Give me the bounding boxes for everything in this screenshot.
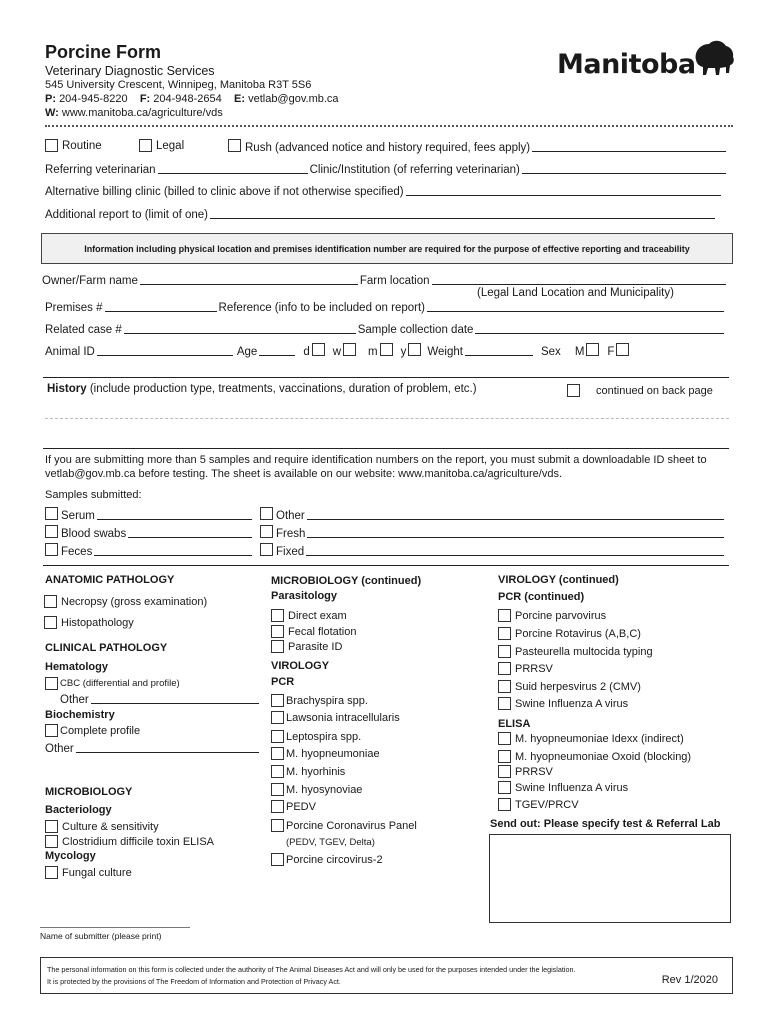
clinic-field[interactable]: [522, 161, 726, 174]
serum-field[interactable]: [97, 507, 252, 520]
pcr-item[interactable]: [271, 819, 417, 832]
owner-label: Owner/Farm name: [42, 275, 138, 287]
weight-label: Weight: [427, 346, 463, 358]
fresh-label: Fresh: [276, 528, 306, 540]
cbc-checkbox[interactable]: [45, 677, 58, 690]
contact-line: [45, 93, 339, 105]
email: vetlab@gov.mb.ca: [248, 93, 339, 105]
necropsy-label: Necropsy (gross examination): [61, 595, 208, 608]
para-item[interactable]: [271, 625, 356, 638]
clostridium-option[interactable]: [45, 835, 214, 848]
animal-id-field[interactable]: [97, 343, 233, 356]
circo-option[interactable]: [271, 853, 383, 866]
direct-exam-checkbox[interactable]: [271, 609, 284, 622]
sendout-input-box[interactable]: [489, 834, 731, 923]
fecal-flotation-checkbox[interactable]: [271, 625, 284, 638]
fixed-field[interactable]: [306, 543, 724, 556]
animal-row: [45, 343, 629, 358]
circo-checkbox[interactable]: [271, 853, 284, 866]
referring-vet-field[interactable]: [158, 161, 308, 174]
direct-exam-label: Direct exam: [288, 609, 347, 622]
pcr-checkbox[interactable]: [271, 747, 284, 760]
cbc-option[interactable]: [45, 677, 180, 690]
pcr-checkbox[interactable]: [271, 730, 284, 743]
pcr3-item[interactable]: [498, 662, 553, 675]
sample-feces[interactable]: [45, 543, 254, 558]
pcr3-checkbox[interactable]: [498, 697, 511, 710]
tests-top-rule: [43, 565, 729, 566]
other-field[interactable]: [307, 507, 724, 520]
web-line: [45, 107, 223, 119]
hematology-other-label: Other: [60, 694, 89, 706]
sample-fixed[interactable]: [260, 543, 726, 558]
elisa-checkbox[interactable]: [498, 798, 511, 811]
elisa-label: M. hyopneumoniae Idexx (indirect): [515, 732, 684, 745]
pcr-checkbox[interactable]: [271, 819, 284, 832]
org-name: Veterinary Diagnostic Services: [45, 64, 215, 78]
sample-serum[interactable]: [45, 507, 254, 522]
pcr-label: Leptospira spp.: [286, 730, 362, 743]
premises-field[interactable]: [105, 299, 217, 312]
alt-billing-row: [45, 183, 723, 198]
parasite-id-label: Parasite ID: [288, 640, 343, 653]
legal-label: Legal: [156, 139, 185, 152]
privacy-box: [40, 957, 733, 994]
continued-checkbox[interactable]: [567, 384, 580, 397]
serum-label: Serum: [61, 510, 95, 522]
fixed-checkbox[interactable]: [260, 543, 273, 556]
elisa-heading: ELISA: [498, 718, 531, 730]
histo-checkbox[interactable]: [44, 616, 57, 629]
pcr3-checkbox[interactable]: [498, 609, 511, 622]
y-label: y: [400, 346, 407, 358]
sample-fresh[interactable]: [260, 525, 726, 540]
pcr3-label: Suid herpesvirus 2 (CMV): [515, 680, 641, 693]
hematology-other-field[interactable]: [91, 691, 259, 704]
alt-billing-label: Alternative billing clinic (billed to clinic above if not otherwise specified): [45, 186, 404, 198]
biochem-heading: Biochemistry: [45, 709, 115, 721]
pcr-item[interactable]: [271, 765, 345, 778]
other-label: Other: [276, 510, 305, 522]
fecal-flotation-label: Fecal flotation: [288, 625, 357, 638]
pcr-checkbox[interactable]: [271, 694, 284, 707]
clostridium-label: Clostridium difficile toxin ELISA: [62, 835, 215, 848]
history-hint: (include production type, treatments, vaccinations, duration of problem, etc.): [89, 383, 477, 395]
sample-blood-swabs[interactable]: [45, 525, 254, 540]
rush-label: Rush (advanced notice and history required, fees apply): [245, 142, 531, 154]
other-checkbox[interactable]: [260, 507, 273, 520]
elisa-item[interactable]: [498, 781, 628, 794]
pcr3-checkbox[interactable]: [498, 645, 511, 658]
continued-label: continued on back page: [596, 384, 713, 397]
fresh-field[interactable]: [307, 525, 724, 538]
pcr-panel-note: (PEDV, TGEV, Delta): [286, 837, 375, 848]
additional-report-row: [45, 206, 717, 221]
pcr-cont-heading: PCR (continued): [498, 591, 585, 603]
traceability-notice: [41, 233, 733, 264]
anatomic-heading: ANATOMIC PATHOLOGY: [45, 574, 175, 586]
elisa-label: TGEV/PRCV: [515, 798, 579, 811]
pcr-heading: PCR: [271, 676, 295, 688]
reference-field[interactable]: [427, 299, 724, 312]
rush-checkbox[interactable]: [228, 139, 241, 152]
related-case-field[interactable]: [124, 321, 356, 334]
phone: 204-945-8220: [59, 93, 128, 105]
necropsy-checkbox[interactable]: [44, 595, 57, 608]
feces-label: Feces: [61, 546, 93, 558]
pcr3-label: Porcine parvovirus: [515, 609, 607, 622]
w-checkbox[interactable]: [343, 343, 356, 356]
additional-report-label: Additional report to (limit of one): [45, 209, 208, 221]
pcr-item[interactable]: [271, 800, 316, 813]
complete-profile-label: Complete profile: [60, 724, 141, 737]
pcr-label: M. hyorhinis: [286, 765, 346, 778]
parasitology-heading: Parasitology: [271, 590, 338, 602]
pcr-label: Lawsonia intracellularis: [286, 711, 400, 724]
owner-row: [42, 272, 728, 287]
history-bottom-rule: [43, 448, 729, 449]
male-label: M: [574, 346, 585, 358]
pcr3-item[interactable]: [498, 697, 628, 710]
pcr-checkbox[interactable]: [271, 711, 284, 724]
virology-heading: VIROLOGY: [271, 660, 330, 672]
pcr-label: Brachyspira spp.: [286, 694, 368, 707]
page-title: Porcine Form: [45, 42, 162, 62]
legal-checkbox[interactable]: [139, 139, 152, 152]
blood-swabs-field[interactable]: [128, 525, 252, 538]
fungal-label: Fungal culture: [62, 866, 132, 879]
male-checkbox[interactable]: [586, 343, 599, 356]
fungal-checkbox[interactable]: [45, 866, 58, 879]
feces-checkbox[interactable]: [45, 543, 58, 556]
logo-text: Manitoba: [557, 49, 696, 80]
sex-label: Sex: [540, 346, 561, 358]
related-case-label: Related case #: [45, 324, 122, 336]
micro-heading: MICROBIOLOGY: [45, 786, 133, 798]
mycology-heading: Mycology: [45, 850, 96, 862]
feces-field[interactable]: [94, 543, 252, 556]
routine-label: Routine: [62, 139, 102, 152]
additional-report-field[interactable]: [210, 206, 715, 219]
premises-label: Premises #: [45, 302, 103, 314]
pcr3-label: Porcine Rotavirus (A,B,C): [515, 627, 641, 640]
continued-option[interactable]: [567, 384, 713, 397]
serum-checkbox[interactable]: [45, 507, 58, 520]
complete-profile-checkbox[interactable]: [45, 724, 58, 737]
alt-billing-field[interactable]: [406, 183, 721, 196]
hematology-heading: Hematology: [45, 661, 108, 673]
para-item[interactable]: [271, 609, 347, 622]
legal-land-hint: (Legal Land Location and Municipality): [477, 287, 674, 299]
elisa-item[interactable]: [498, 750, 691, 763]
referring-row: [45, 161, 728, 176]
pcr-item[interactable]: [271, 730, 361, 743]
pcr-checkbox[interactable]: [271, 765, 284, 778]
pcr-item[interactable]: [271, 747, 380, 760]
hematology-other[interactable]: [60, 691, 261, 706]
elisa-checkbox[interactable]: [498, 732, 511, 745]
female-checkbox[interactable]: [616, 343, 629, 356]
pcr3-item[interactable]: [498, 680, 641, 693]
pcr-label: M. hyopneumoniae: [286, 747, 380, 760]
histo-option[interactable]: [44, 616, 134, 629]
revision: Rev 1/2020: [661, 974, 718, 986]
history-input-line[interactable]: [45, 418, 729, 419]
cbc-label: CBC (differential and profile): [60, 678, 180, 689]
d-label: d: [303, 346, 310, 358]
circo-label: Porcine circovirus-2: [286, 853, 383, 866]
samples-note-1: If you are submitting more than 5 samples and require identification numbers on the report, you must submit a downloadable ID sheet to: [45, 454, 707, 466]
parasite-id-checkbox[interactable]: [271, 640, 284, 653]
elisa-item[interactable]: [498, 798, 579, 811]
elisa-checkbox[interactable]: [498, 765, 511, 778]
elisa-checkbox[interactable]: [498, 781, 511, 794]
d-checkbox[interactable]: [312, 343, 325, 356]
privacy-line-2: It is protected by the provisions of The Freedom of Information and Protection of Privacy Act.: [47, 977, 341, 986]
org-address: 545 University Crescent, Winnipeg, Manitoba R3T 5S6: [45, 79, 312, 91]
pcr3-label: Swine Influenza A virus: [515, 697, 629, 710]
elisa-item[interactable]: [498, 765, 553, 778]
phone-label: P:: [45, 93, 56, 105]
clostridium-checkbox[interactable]: [45, 835, 58, 848]
blood-swabs-checkbox[interactable]: [45, 525, 58, 538]
pcr3-checkbox[interactable]: [498, 680, 511, 693]
m-checkbox[interactable]: [380, 343, 393, 356]
premises-row: [45, 299, 726, 314]
collection-date-label: Sample collection date: [357, 324, 474, 336]
owner-field[interactable]: [140, 272, 358, 285]
sample-other[interactable]: [260, 507, 726, 522]
header-divider: [45, 125, 733, 127]
notice-text: Information including physical location and premises identification number are required for the purpose of effective reporting and traceability: [84, 243, 690, 254]
weight-field[interactable]: [465, 343, 533, 356]
pcr-label: M. hyosynoviae: [286, 783, 363, 796]
pcr-label: Porcine Coronavirus Panel: [286, 819, 417, 832]
rush-line[interactable]: [532, 139, 726, 152]
manitoba-logo: [557, 38, 735, 84]
fixed-label: Fixed: [276, 546, 305, 558]
samples-label: Samples submitted:: [45, 489, 142, 501]
web: www.manitoba.ca/agriculture/vds: [61, 107, 223, 119]
collection-date-field[interactable]: [475, 321, 724, 334]
submitter-line[interactable]: [40, 927, 190, 928]
elisa-label: Swine Influenza A virus: [515, 781, 629, 794]
biochem-other[interactable]: [45, 740, 261, 755]
complete-profile-option[interactable]: [45, 724, 140, 737]
age-label: Age: [236, 346, 258, 358]
history-heading: [47, 383, 477, 395]
bacteriology-heading: Bacteriology: [45, 804, 112, 816]
age-field[interactable]: [259, 343, 295, 356]
culture-label: Culture & sensitivity: [62, 820, 159, 833]
pcr3-item[interactable]: [498, 627, 641, 640]
fresh-checkbox[interactable]: [260, 525, 273, 538]
pcr3-item[interactable]: [498, 609, 606, 622]
culture-checkbox[interactable]: [45, 820, 58, 833]
w-label: w: [332, 346, 342, 358]
pcr-item[interactable]: [271, 783, 362, 796]
y-checkbox[interactable]: [408, 343, 421, 356]
elisa-label: PRRSV: [515, 765, 553, 778]
routine-checkbox[interactable]: [45, 139, 58, 152]
farm-location-field[interactable]: [432, 272, 726, 285]
elisa-item[interactable]: [498, 732, 684, 745]
culture-option[interactable]: [45, 820, 159, 833]
sendout-heading: Send out: Please specify test & Referral Lab: [490, 818, 721, 830]
pcr3-label: PRRSV: [515, 662, 553, 675]
referring-vet-label: Referring veterinarian: [45, 164, 156, 176]
biochem-other-label: Other: [45, 743, 74, 755]
pcr3-item[interactable]: [498, 645, 653, 658]
biochem-other-field[interactable]: [76, 740, 259, 753]
email-label: E:: [234, 93, 246, 105]
routine-option[interactable]: [45, 139, 102, 152]
histo-label: Histopathology: [61, 616, 134, 629]
legal-option[interactable]: [139, 139, 184, 152]
blood-swabs-label: Blood swabs: [61, 528, 127, 540]
bison-icon: [692, 38, 735, 82]
privacy-line-1: The personal information on this form is collected under the authority of The Animal Diseases Act and will only be used for the purposes intended under the legislation.: [47, 965, 576, 974]
pcr-item[interactable]: [271, 711, 400, 724]
history-top-rule: [43, 377, 729, 378]
clinical-heading: CLINICAL PATHOLOGY: [45, 642, 168, 654]
web-label: W:: [45, 107, 59, 119]
fax-label: F:: [139, 93, 151, 105]
para-item[interactable]: [271, 640, 342, 653]
pcr3-label: Pasteurella multocida typing: [515, 645, 653, 658]
pcr-checkbox[interactable]: [271, 800, 284, 813]
submitter-label: Name of submitter (please print): [40, 931, 162, 941]
animal-id-label: Animal ID: [45, 346, 95, 358]
rush-option[interactable]: [228, 139, 728, 154]
m-label: m: [368, 346, 378, 358]
pcr-checkbox[interactable]: [271, 783, 284, 796]
elisa-checkbox[interactable]: [498, 750, 511, 763]
virology-cont-heading: VIROLOGY (continued): [498, 574, 619, 586]
fax: 204-948-2654: [153, 93, 222, 105]
elisa-label: M. hyopneumoniae Oxoid (blocking): [515, 750, 692, 763]
related-case-row: [45, 321, 726, 336]
pcr-item[interactable]: [271, 694, 368, 707]
pcr-label: PEDV: [286, 800, 316, 813]
micro-cont-heading: MICROBIOLOGY (continued): [271, 575, 422, 587]
farm-location-label: Farm location: [359, 275, 430, 287]
clinic-label: Clinic/Institution (of referring veterinarian): [309, 164, 520, 176]
necropsy-option[interactable]: [44, 595, 207, 608]
samples-note-2: vetlab@gov.mb.ca before testing. The sheet is available on our website: www.manitoba.ca/agriculture/vds.: [45, 468, 563, 480]
fungal-option[interactable]: [45, 866, 132, 879]
female-label: F: [607, 346, 615, 358]
reference-label: Reference (info to be included on report): [218, 302, 426, 314]
pcr3-checkbox[interactable]: [498, 627, 511, 640]
history-label: History: [47, 383, 87, 395]
pcr3-checkbox[interactable]: [498, 662, 511, 675]
